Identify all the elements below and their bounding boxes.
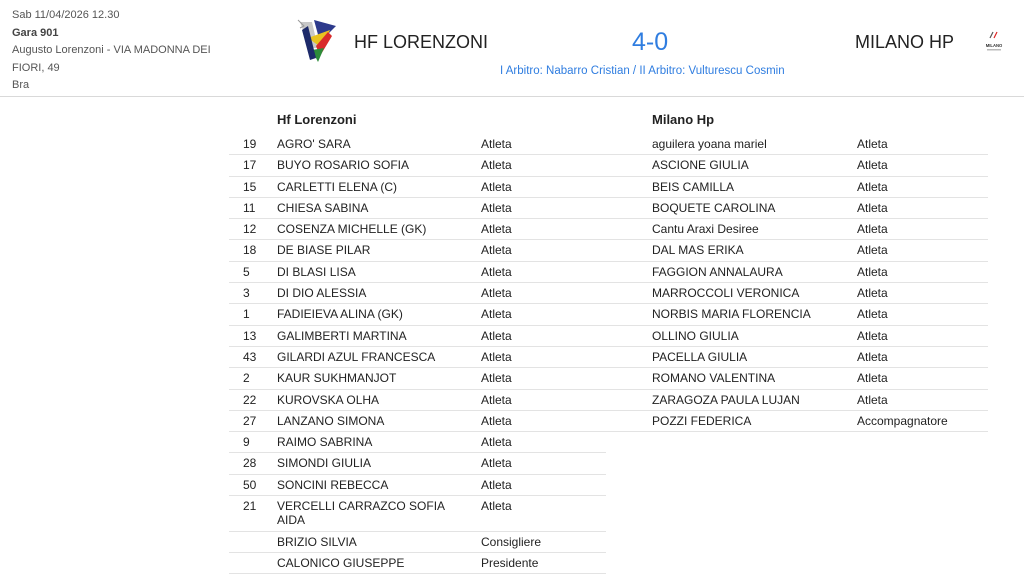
roster-row <box>229 346 606 367</box>
player-name: KAUR SUKHMANJOT <box>277 368 481 389</box>
away-roster-table <box>604 134 988 432</box>
player-role: Atleta <box>857 261 988 282</box>
roster-row <box>229 261 606 282</box>
player-name: CARLETTI ELENA (C) <box>277 176 481 197</box>
player-number <box>604 410 652 431</box>
player-number: 15 <box>229 176 277 197</box>
away-roster-rows <box>604 134 988 432</box>
player-number <box>604 155 652 176</box>
player-role: Atleta <box>481 197 606 218</box>
roster-row <box>604 389 988 410</box>
player-role: Atleta <box>481 304 606 325</box>
player-number: 5 <box>229 261 277 282</box>
roster-row <box>229 176 606 197</box>
player-name: BUYO ROSARIO SOFIA <box>277 155 481 176</box>
player-role: Atleta <box>481 155 606 176</box>
player-number: 27 <box>229 410 277 431</box>
player-name: ZARAGOZA PAULA LUJAN <box>652 389 857 410</box>
player-name: PACELLA GIULIA <box>652 346 857 367</box>
player-number: 18 <box>229 240 277 261</box>
player-role: Atleta <box>481 283 606 304</box>
roster-row <box>229 496 606 532</box>
match-score: 4-0 <box>632 28 669 56</box>
player-name: DE BIASE PILAR <box>277 240 481 261</box>
player-name: ASCIONE GIULIA <box>652 155 857 176</box>
roster-row <box>229 389 606 410</box>
player-role: Atleta <box>857 176 988 197</box>
player-name: SONCINI REBECCA <box>277 474 481 495</box>
player-name: aguilera yoana mariel <box>652 134 857 155</box>
player-number <box>604 261 652 282</box>
player-number <box>604 134 652 155</box>
home-roster-title: Hf Lorenzoni <box>277 112 357 127</box>
roster-row <box>604 261 988 282</box>
player-number: 13 <box>229 325 277 346</box>
player-number <box>604 389 652 410</box>
player-role: Atleta <box>481 389 606 410</box>
player-number: 9 <box>229 432 277 453</box>
roster-row <box>604 155 988 176</box>
player-role: Atleta <box>481 496 606 532</box>
player-number <box>604 240 652 261</box>
player-role: Atleta <box>481 240 606 261</box>
match-info <box>12 7 227 95</box>
away-roster-title: Milano Hp <box>652 112 715 127</box>
player-name: COSENZA MICHELLE (GK) <box>277 219 481 240</box>
match-number: Gara 901 <box>12 26 59 39</box>
roster-row <box>229 531 606 552</box>
roster-row <box>229 552 606 573</box>
match-city: Bra <box>12 79 30 91</box>
player-role: Atleta <box>481 134 606 155</box>
roster-row <box>604 410 988 431</box>
roster-row <box>604 304 988 325</box>
player-number <box>604 219 652 240</box>
roster-row <box>229 410 606 431</box>
player-name: GALIMBERTI MARTINA <box>277 325 481 346</box>
player-role: Atleta <box>857 155 988 176</box>
player-role: Atleta <box>857 368 988 389</box>
player-number: 1 <box>229 304 277 325</box>
roster-row <box>229 134 606 155</box>
milano-hp-logo-icon <box>984 30 1004 54</box>
player-number <box>604 197 652 218</box>
match-header <box>0 0 1024 97</box>
player-number: 12 <box>229 219 277 240</box>
player-role: Atleta <box>857 346 988 367</box>
player-number: 19 <box>229 134 277 155</box>
roster-row <box>604 368 988 389</box>
player-role: Atleta <box>857 240 988 261</box>
player-role: Atleta <box>481 176 606 197</box>
player-role: Atleta <box>481 410 606 431</box>
player-number: 22 <box>229 389 277 410</box>
away-roster <box>604 108 988 432</box>
player-name: CHIESA SABINA <box>277 197 481 218</box>
player-role: Atleta <box>857 325 988 346</box>
player-name: GILARDI AZUL FRANCESCA <box>277 346 481 367</box>
player-number: 2 <box>229 368 277 389</box>
player-number <box>604 346 652 367</box>
referees-line: I Arbitro: Nabarro Cristian / II Arbitro: Vulturescu Cosmin <box>500 65 785 77</box>
player-number: 21 <box>229 496 277 532</box>
player-name: KUROVSKA OLHA <box>277 389 481 410</box>
player-name: OLLINO GIULIA <box>652 325 857 346</box>
player-name: AGRO' SARA <box>277 134 481 155</box>
player-role: Atleta <box>857 197 988 218</box>
roster-row <box>229 453 606 474</box>
player-role: Atleta <box>481 368 606 389</box>
player-name: ROMANO VALENTINA <box>652 368 857 389</box>
player-name: FADIEIEVA ALINA (GK) <box>277 304 481 325</box>
player-name: SIMONDI GIULIA <box>277 453 481 474</box>
player-number <box>604 304 652 325</box>
rosters <box>0 108 1024 570</box>
player-role: Atleta <box>481 432 606 453</box>
roster-row <box>229 197 606 218</box>
roster-row <box>229 432 606 453</box>
player-role: Atleta <box>857 219 988 240</box>
player-role: Consigliere <box>481 531 606 552</box>
player-role: Atleta <box>857 283 988 304</box>
player-number <box>604 368 652 389</box>
player-name: Cantu Araxi Desiree <box>652 219 857 240</box>
player-number <box>604 283 652 304</box>
player-role: Accompagnatore <box>857 410 988 431</box>
player-number <box>604 176 652 197</box>
roster-row <box>229 240 606 261</box>
home-roster-rows <box>229 134 606 574</box>
player-number: 3 <box>229 283 277 304</box>
player-number <box>229 552 277 573</box>
player-number: 11 <box>229 197 277 218</box>
hf-lorenzoni-logo-icon <box>296 18 338 64</box>
player-name: BOQUETE CAROLINA <box>652 197 857 218</box>
player-role: Atleta <box>481 453 606 474</box>
home-roster <box>229 108 606 574</box>
roster-row <box>229 283 606 304</box>
roster-row <box>604 346 988 367</box>
roster-row <box>229 219 606 240</box>
roster-row <box>604 219 988 240</box>
player-name: RAIMO SABRINA <box>277 432 481 453</box>
player-role: Atleta <box>857 304 988 325</box>
player-name: CALONICO GIUSEPPE <box>277 552 481 573</box>
player-name: LANZANO SIMONA <box>277 410 481 431</box>
roster-row <box>604 325 988 346</box>
player-name: FAGGION ANNALAURA <box>652 261 857 282</box>
match-datetime: Sab 11/04/2026 12.30 <box>12 9 120 21</box>
player-number <box>229 531 277 552</box>
roster-row <box>229 155 606 176</box>
away-team-name: MILANO HP <box>855 32 955 52</box>
player-number: 17 <box>229 155 277 176</box>
player-role: Atleta <box>481 346 606 367</box>
roster-row <box>229 304 606 325</box>
roster-row <box>604 134 988 155</box>
roster-row <box>229 368 606 389</box>
player-number: 28 <box>229 453 277 474</box>
player-role: Atleta <box>857 134 988 155</box>
player-role: Atleta <box>857 389 988 410</box>
player-name: DI BLASI LISA <box>277 261 481 282</box>
player-role: Presidente <box>481 552 606 573</box>
player-name: DAL MAS ERIKA <box>652 240 857 261</box>
away-logo-text: MILANO <box>985 43 1003 48</box>
player-role: Atleta <box>481 219 606 240</box>
player-name: BEIS CAMILLA <box>652 176 857 197</box>
player-name: MARROCCOLI VERONICA <box>652 283 857 304</box>
player-number: 50 <box>229 474 277 495</box>
home-team-name: HF LORENZONI <box>354 32 489 52</box>
roster-row <box>604 283 988 304</box>
player-name: POZZI FEDERICA <box>652 410 857 431</box>
player-role: Atleta <box>481 474 606 495</box>
player-number: 43 <box>229 346 277 367</box>
player-name: DI DIO ALESSIA <box>277 283 481 304</box>
roster-row <box>604 240 988 261</box>
player-role: Atleta <box>481 325 606 346</box>
player-name: VERCELLI CARRAZCO SOFIA AIDA <box>277 496 481 532</box>
player-role: Atleta <box>481 261 606 282</box>
player-number <box>604 325 652 346</box>
player-name: NORBIS MARIA FLORENCIA <box>652 304 857 325</box>
home-roster-table <box>229 134 606 574</box>
roster-row <box>229 325 606 346</box>
player-name: BRIZIO SILVIA <box>277 531 481 552</box>
roster-row <box>229 474 606 495</box>
roster-row <box>604 197 988 218</box>
roster-row <box>604 176 988 197</box>
match-venue: Augusto Lorenzoni - VIA MADONNA DEI FIORI, 49 <box>12 44 211 74</box>
